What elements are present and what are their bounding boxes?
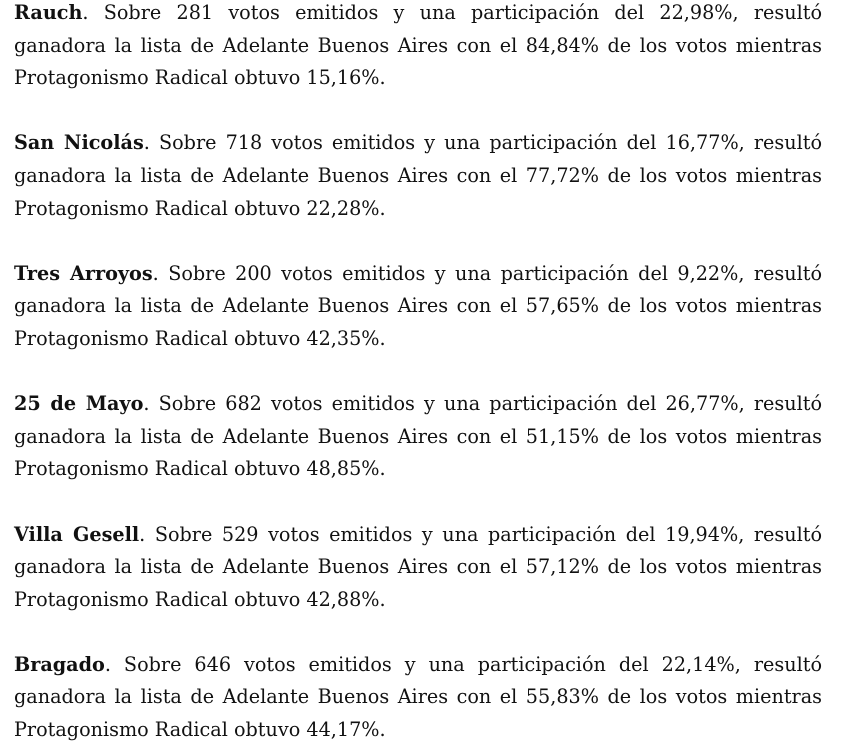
paragraph-text: . Sobre 682 votos emitidos y una participación del 26,77%, resultó ganadora la lista de Adelante Buenos Aires con el 51,15% de los votos mientras Protagonismo Radical obtuvo 48,85%.	[14, 392, 823, 481]
place-name: Villa Gesell	[14, 522, 140, 546]
paragraph-tres-arroyos	[14, 258, 822, 356]
paragraph-text: . Sobre 200 votos emitidos y una participación del 9,22%, resultó ganadora la lista de Adelante Buenos Aires con el 57,65% de los votos mientras Protagonismo Radical obtuvo 42,35%.	[14, 261, 822, 350]
paragraph-san-nicolas	[14, 127, 822, 225]
article-body	[14, 0, 822, 750]
paragraph-25-de-mayo	[14, 388, 822, 486]
paragraph-bragado	[14, 649, 822, 747]
paragraph-rauch	[14, 0, 822, 95]
place-name: Tres Arroyos	[14, 261, 153, 285]
place-name: 25 de Mayo	[14, 392, 144, 416]
paragraph-text: . Sobre 646 votos emitidos y una participación del 22,14%, resultó ganadora la lista de Adelante Buenos Aires con el 55,83% de los votos mientras Protagonismo Radical obtuvo 44,17%.	[14, 652, 822, 742]
place-name: Bragado	[14, 652, 105, 676]
paragraph-text: . Sobre 281 votos emitidos y una participación del 22,98%, resultó ganadora la lista de Adelante Buenos Aires con el 84,84% de los votos mientras Protagonismo Radical obtuvo 15,16%.	[14, 1, 822, 90]
paragraph-text: . Sobre 718 votos emitidos y una participación del 16,77%, resultó ganadora la lista de Adelante Buenos Aires con el 77,72% de los votos mientras Protagonismo Radical obtuvo 22,28%.	[14, 131, 822, 220]
paragraph-text: . Sobre 529 votos emitidos y una participación del 19,94%, resultó ganadora la lista de Adelante Buenos Aires con el 57,12% de los votos mientras Protagonismo Radical obtuvo 42,88%.	[14, 522, 822, 611]
paragraph-villa-gesell	[14, 519, 822, 617]
place-name: San Nicolás	[14, 131, 144, 155]
place-name: Rauch	[14, 1, 83, 24]
